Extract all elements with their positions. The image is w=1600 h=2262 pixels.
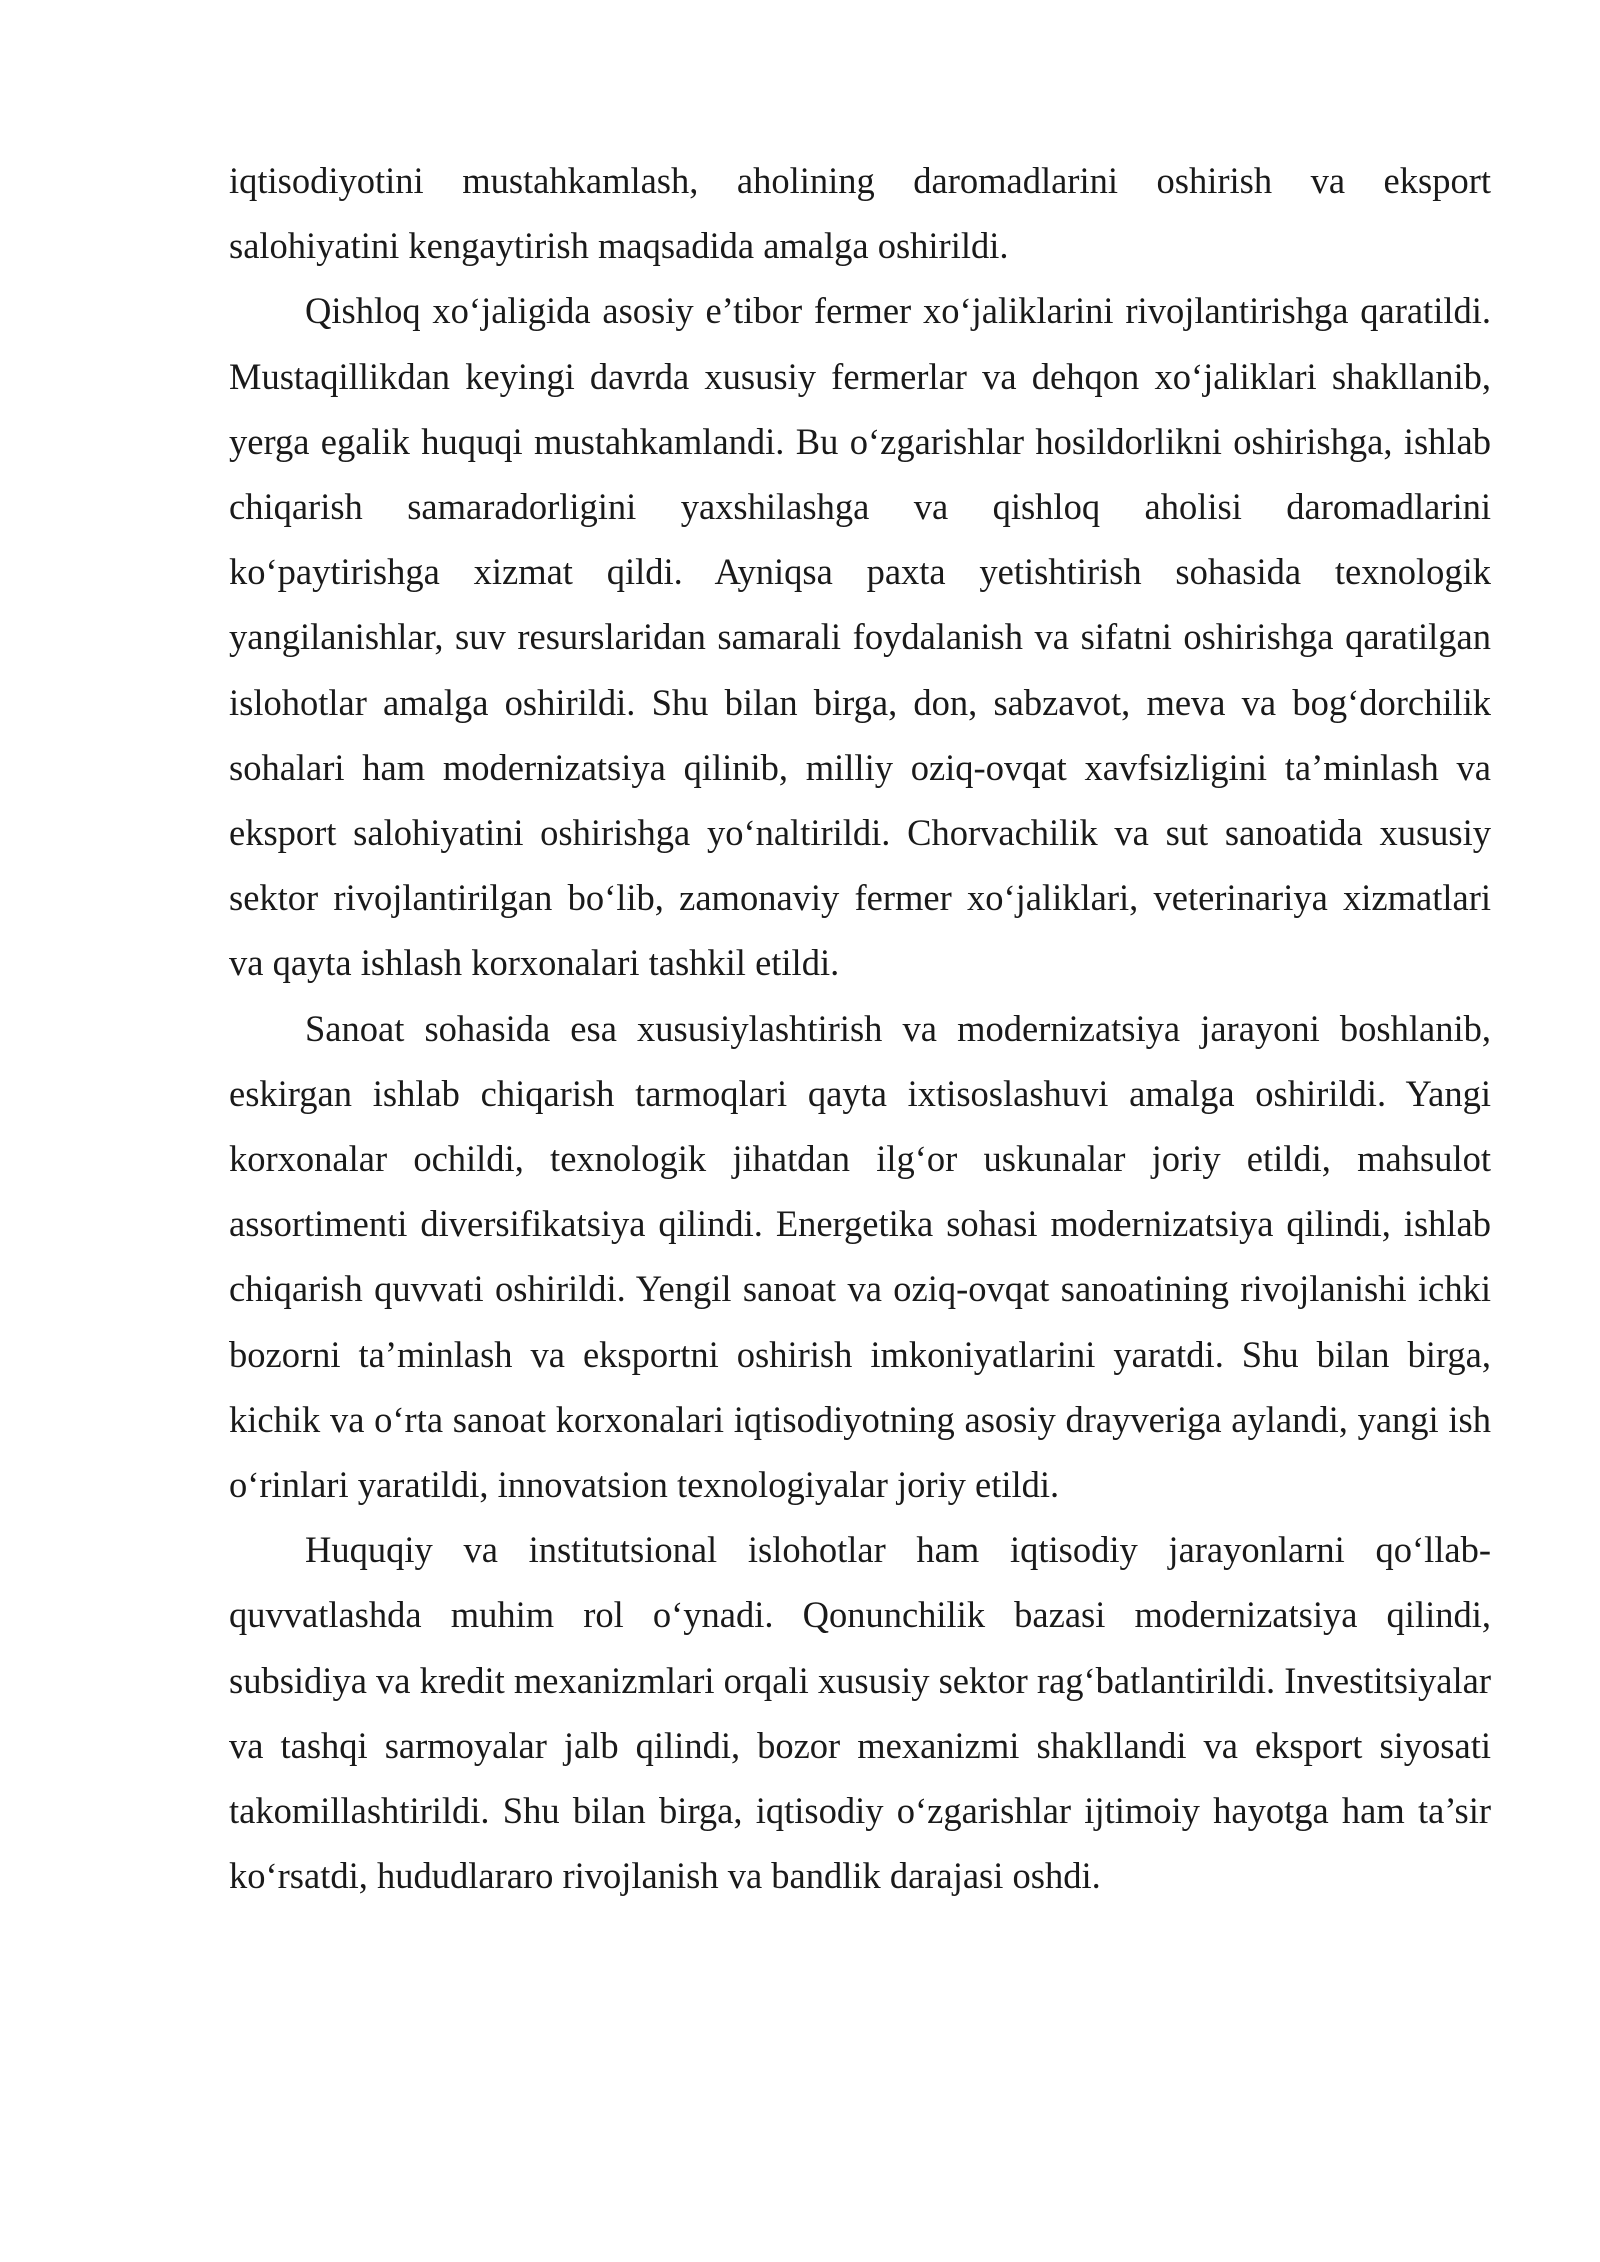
document-body [229, 148, 1491, 1908]
paragraph-continuation: iqtisodiyotini mustahkamlash, aholining daromadlarini oshirish va eksport salohiyatini kengaytirish maqsadida amalga oshirildi. [229, 160, 1491, 267]
paragraph-agriculture: Qishloq xo‘jaligida asosiy e’tibor fermer xo‘jaliklarini rivojlantirishga qaratildi. Mustaqillikdan keyingi davrda xususiy fermerlar va dehqon xo‘jaliklari shakllanib, yerga egalik huquqi mustahkamlandi. Bu o‘zgarishlar hosildorlikni oshirishga, ishlab chiqarish samaradorligini yaxshilashga va qishloq aholisi daromadlarini ko‘paytirishga xizmat qildi. Ayniqsa paxta yetishtirish sohasida texnologik yangilanishlar, suv resurslaridan samarali foydalanish va sifatni oshirishga qaratilgan islohotlar amalga oshirildi. Shu bilan birga, don, sabzavot, meva va bog‘dorchilik sohalari ham modernizatsiya qilinib, milliy oziq-ovqat xavfsizligini ta’minlash va eksport salohiyatini oshirishga yo‘naltirildi. Chorvachilik va sut sanoatida xususiy sektor rivojlantirilgan bo‘lib, zamonaviy fermer xo‘jaliklari, veterinariya xizmatlari va qayta ishlash korxonalari tashkil etildi. [229, 290, 1491, 984]
paragraph-industry: Sanoat sohasida esa xususiylashtirish va modernizatsiya jarayoni boshlanib, eskirgan ishlab chiqarish tarmoqlari qayta ixtisoslashuvi amalga oshirildi. Yangi korxonalar ochildi, texnologik jihatdan ilg‘or uskunalar joriy etildi, mahsulot assortimenti diversifikatsiya qilindi. Energetika sohasi modernizatsiya qilindi, ishlab chiqarish quvvati oshirildi. Yengil sanoat va oziq-ovqat sanoatining rivojlanishi ichki bozorni ta’minlash va eksportni oshirish imkoniyatlarini yaratdi. Shu bilan birga, kichik va o‘rta sanoat korxonalari iqtisodiyotning asosiy drayveriga aylandi, yangi ish o‘rinlari yaratildi, innovatsion texnologiyalar joriy etildi. [229, 1007, 1491, 1506]
paragraph-legal-reforms: Huquqiy va institutsional islohotlar ham iqtisodiy jarayonlarni qo‘llab-quvvatlashda muhim rol o‘ynadi. Qonunchilik bazasi modernizatsiya qilindi, subsidiya va kredit mexanizmlari orqali xususiy sektor rag‘batlantirildi. Investitsiyalar va tashqi sarmoyalar jalb qilindi, bozor mexanizmi shakllandi va eksport siyosati takomillashtirildi. Shu bilan birga, iqtisodiy o‘zgarishlar ijtimoiy hayotga ham ta’sir ko‘rsatdi, hududlararo rivojlanish va bandlik darajasi oshdi. [229, 1529, 1491, 1897]
